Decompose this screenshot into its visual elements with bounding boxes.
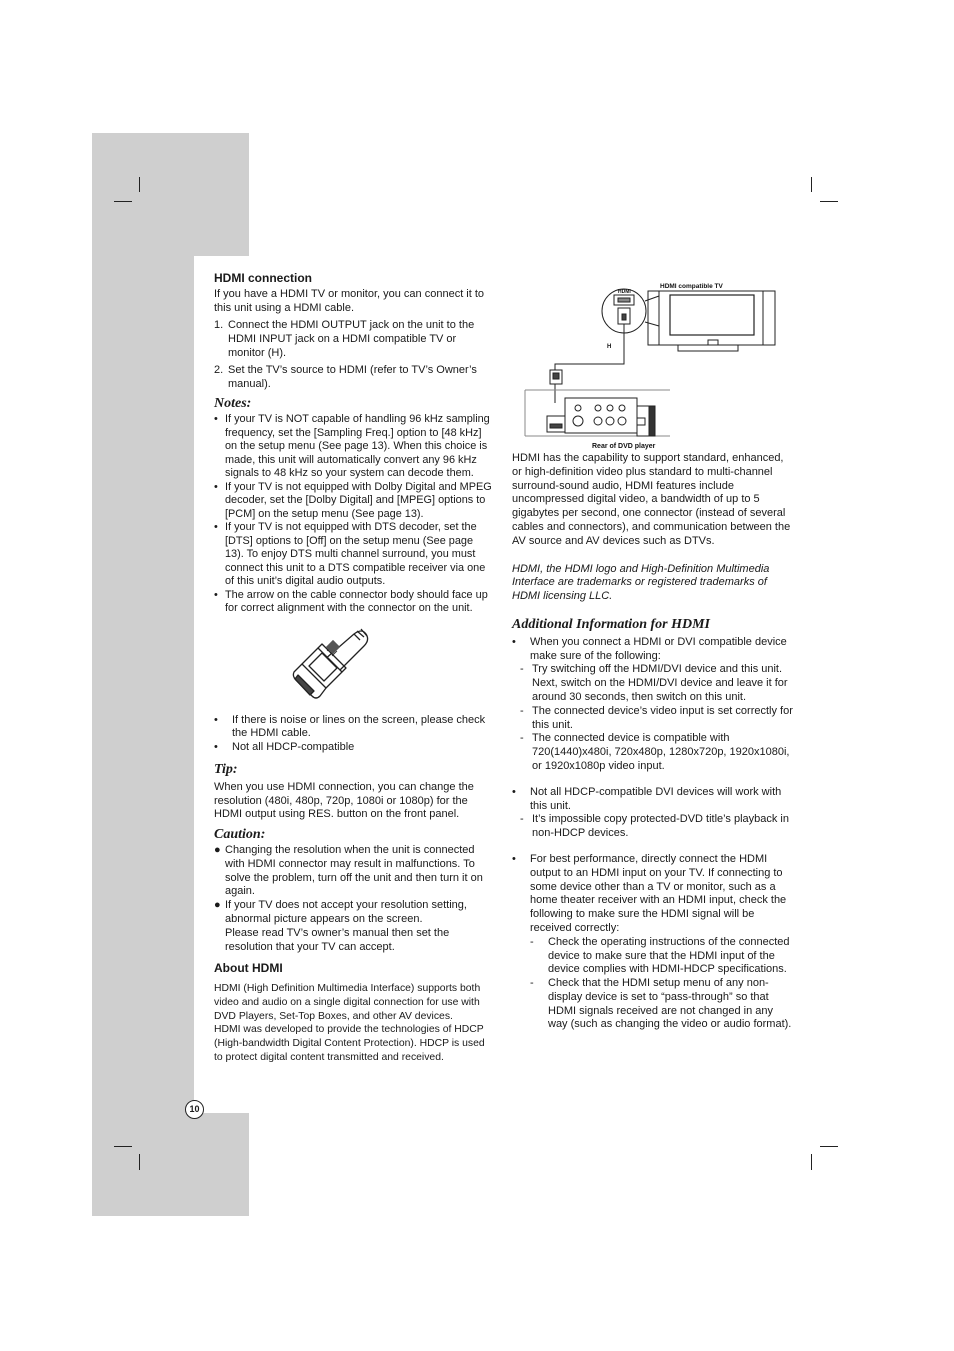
- info-text: When you connect a HDMI or DVI compatible device make sure of the following:: [530, 635, 787, 662]
- list-item: • For best performance, directly connect the HDMI output to an HDMI input on your TV. If connecting to some device other than a TV or monitor, such as a home theater receiver with an HDMI input, check the following to make sure the HDMI signal will be received correctly:: [512, 852, 787, 934]
- gray-band-bottom: [92, 1113, 249, 1216]
- list-item: - Check the operating instructions of the connected device to make sure that the HDMI input of the device complies with HDMI-HDCP specifications.: [530, 935, 790, 976]
- page-number: 10: [185, 1100, 204, 1119]
- hdmi-plug-icon: [214, 620, 494, 712]
- tip-text: When you use HDMI connection, you can change the resolution (480i, 480p, 720p, 1080i or 1080p) for the HDMI output using RES. button on the front panel.: [214, 780, 474, 821]
- hdmi-description: HDMI has the capability to support standard, enhanced, or high-definition video plus standard to multi-channel surround-sound audio, HDMI features include uncompressed digital video, a bandwidth of up to 5 gigabytes per second, one connector (instead of several cables and connectors), and communication between the AV source and AV devices such as DTVs.: [512, 452, 791, 547]
- crop-mark: [811, 177, 812, 192]
- right-column: [512, 452, 794, 1032]
- hdmi-connection-diagram: [512, 278, 792, 453]
- rear-label: Rear of DVD player: [592, 443, 656, 450]
- note-text: If your TV is not equipped with DTS decoder, set the [DTS] options to [Off] on the setup menu (See page 13). To enjoy DTS multi channel surround, you must connect this unit to a DTS compatible receiver via one of this unit’s digital audio outputs.: [225, 521, 486, 588]
- info-subtext: The connected device is compatible with 720(1440)x480i, 720x480p, 1280x720p, 1920x1080i, or 1920x1080p video input.: [532, 732, 790, 772]
- additional-info-list: [512, 636, 794, 664]
- additional-info-list-3: [512, 853, 794, 936]
- tv-label: HDMI compatible TV: [660, 283, 723, 290]
- crop-mark: [139, 1154, 140, 1170]
- list-item: ● If your TV does not accept your resolution setting, abnormal picture appears on the screen.: [214, 899, 467, 926]
- list-item: [214, 364, 494, 392]
- note-text: The arrow on the cable connector body should face up for correct alignment with the connector on the unit.: [225, 588, 488, 615]
- list-item: [214, 319, 494, 360]
- additional-sublist-3: [512, 936, 794, 1033]
- hdmi-connection-heading: HDMI connection: [214, 271, 312, 285]
- crop-mark: [114, 1146, 132, 1147]
- crop-mark: [114, 201, 132, 202]
- info-subtext: It’s impossible copy protected-DVD title’s playback in non-HDCP devices.: [532, 813, 789, 840]
- info-subtext: Check the operating instructions of the connected device to make sure that the HDMI input of the device complies with HDMI-HDCP specifications.: [548, 935, 790, 976]
- note-text: If your TV is not equipped with Dolby Digital and MPEG decoder, set the [Dolby Digital] and [MPEG] options to [PCM] on the setup menu (See page 13).: [225, 480, 492, 520]
- step-text: Connect the HDMI OUTPUT jack on the unit to the HDMI INPUT jack on a HDMI compatible TV or monitor (H).: [228, 319, 475, 359]
- additional-info-heading: Additional Information for HDMI: [512, 616, 710, 632]
- caution-followup: Please read TV’s owner’s manual then set the resolution that your TV can accept.: [225, 926, 450, 953]
- list-item: - It’s impossible copy protected-DVD title’s playback in non-HDCP devices.: [520, 813, 789, 840]
- list-item: • The arrow on the cable connector body should face up for correct alignment with the connector on the unit.: [214, 588, 488, 615]
- crop-mark: [820, 1146, 838, 1147]
- list-item: • Not all HDCP-compatible DVI devices will work with this unit.: [512, 785, 782, 812]
- crop-mark: [811, 1154, 812, 1170]
- caution-heading: Caution:: [214, 827, 266, 843]
- list-item: • If there is noise or lines on the screen, please check the HDMI cable.: [214, 713, 486, 740]
- caution-list: [214, 844, 494, 927]
- info-subtext: Check that the HDMI setup menu of any non-display device is set to “pass-through” so that HDMI signals received are not changed in any way (such as changing the video or audio format).: [548, 977, 792, 1031]
- note-text: Not all HDCP-compatible: [232, 741, 355, 754]
- additional-sublist-2: [512, 813, 794, 841]
- list-item: • When you connect a HDMI or DVI compatible device make sure of the following:: [512, 635, 787, 662]
- note-text: If your TV is NOT capable of handling 96 kHz sampling frequency, set the [Sampling Freq.] option to [48 kHz] on the setup menu (See page 13). When this choice is made, this unit will automatically convert any 96 kHz signals to 48 kHz so your system can decode them.: [225, 413, 490, 480]
- list-item: • If your TV is not equipped with Dolby Digital and MPEG decoder, set the [Dolby Digital] and [MPEG] options to [PCM] on the setup menu (See page 13).: [214, 480, 492, 520]
- step-text: Set the TV’s source to HDMI (refer to TV’s Owner’s manual).: [228, 363, 477, 390]
- connection-diagram-svg: [512, 278, 792, 453]
- left-column: [214, 272, 494, 1064]
- about-hdmi-p1: HDMI (High Definition Multimedia Interface) supports both video and audio on a single digital connection for use with DVD Players, Set-Top Boxes, and other AV devices.: [214, 983, 481, 1022]
- list-item: • Not all HDCP-compatible: [214, 741, 355, 754]
- gray-band-top: [92, 133, 249, 256]
- hdmi-label: HDMI: [618, 289, 631, 295]
- info-subtext: Try switching off the HDMI/DVI device and this unit. Next, switch on the HDMI/DVI device and leave it for around 30 seconds, then switch on this unit.: [532, 663, 788, 703]
- hdmi-connection-intro: If you have a HDMI TV or monitor, you can connect it to this unit using a HDMI cable.: [214, 287, 485, 314]
- about-hdmi-heading: About HDMI: [214, 961, 283, 976]
- additional-sublist-1: [512, 663, 794, 773]
- caution-text: Changing the resolution when the unit is connected with HDMI connector may result in malfunctions. To solve the problem, turn off the unit and then turn it on again.: [225, 844, 483, 898]
- list-item: • If your TV is not equipped with DTS decoder, set the [DTS] options to [Off] on the setup menu (See page 13). To enjoy DTS multi channel surround, you must connect this unit to a DTS compatible receiver via one of this unit’s digital audio outputs.: [214, 521, 486, 588]
- list-item: - Check that the HDMI setup menu of any non-display device is set to “pass-through” so that HDMI signals received are not changed in any way (such as changing the video or audio format).: [530, 977, 792, 1031]
- caution-text: If your TV does not accept your resolution setting, abnormal picture appears on the screen.: [225, 899, 467, 926]
- trademark-note: HDMI, the HDMI logo and High-Definition Multimedia Interface are trademarks or registered trademarks of HDMI licensing LLC.: [512, 562, 770, 603]
- notes-heading: Notes:: [214, 396, 252, 412]
- crop-mark: [139, 177, 140, 192]
- additional-info-list-2: [512, 786, 794, 814]
- list-item: ● Changing the resolution when the unit is connected with HDMI connector may result in malfunctions. To solve the problem, turn off the unit and then turn it on again.: [214, 844, 483, 898]
- list-item: - The connected device’s video input is set correctly for this unit.: [520, 704, 793, 731]
- steps-list: [214, 319, 494, 391]
- info-text: For best performance, directly connect the HDMI output to an HDMI input on your TV. If connecting to some device other than a TV or monitor, such as a home theater receiver with an HDMI input, check the following to make sure the HDMI signal will be received correctly:: [530, 852, 787, 934]
- cable-label: H: [607, 344, 612, 350]
- step-number: 1.: [214, 319, 224, 332]
- notes-list: [214, 413, 494, 616]
- info-text: Not all HDCP-compatible DVI devices will work with this unit.: [530, 785, 782, 812]
- crop-mark: [820, 201, 838, 202]
- list-item: • If your TV is NOT capable of handling 96 kHz sampling frequency, set the [Sampling Freq.] option to [48 kHz] on the setup menu (See page 13). When this choice is made, this unit will automatically convert any 96 kHz signals to 48 kHz so your system can decode them.: [214, 413, 490, 480]
- notes-list-2: [214, 714, 494, 755]
- hdmi-connector-illustration: [214, 620, 494, 712]
- list-item: - Try switching off the HDMI/DVI device and this unit. Next, switch on the HDMI/DVI device and leave it for around 30 seconds, then switch on this unit.: [520, 663, 788, 703]
- gray-band-left: [92, 256, 194, 1216]
- tip-heading: Tip:: [214, 762, 238, 778]
- about-hdmi-p2: HDMI was developed to provide the technologies of HDCP (High-bandwidth Digital Content Protection). HDCP is used to protect digital content transmitted and received.: [214, 1024, 485, 1063]
- info-subtext: The connected device’s video input is set correctly for this unit.: [532, 704, 793, 731]
- step-number: 2.: [214, 363, 224, 376]
- list-item: - The connected device is compatible with 720(1440)x480i, 720x480p, 1280x720p, 1920x1080i, or 1920x1080p video input.: [520, 732, 790, 772]
- note-text: If there is noise or lines on the screen, please check the HDMI cable.: [232, 713, 486, 740]
